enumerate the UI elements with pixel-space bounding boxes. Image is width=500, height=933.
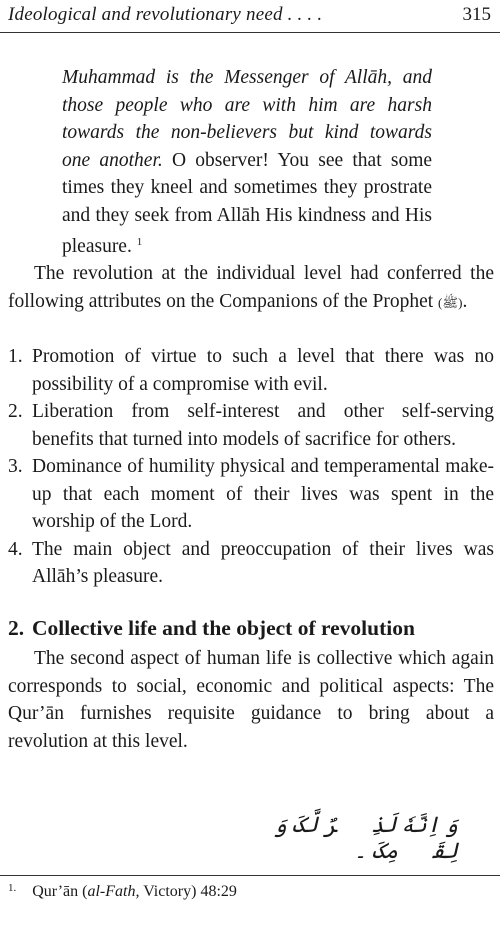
intro-ending: . bbox=[462, 290, 468, 312]
attributes-list bbox=[8, 343, 494, 591]
intro-text: The revolution at the individual level had conferred the following attributes on the Companions of the Prophet bbox=[8, 263, 494, 312]
list-item-text: The main object and preoccupation of their lives was Allāh’s pleasure. bbox=[32, 538, 494, 587]
section-heading bbox=[8, 613, 494, 643]
list-item bbox=[8, 343, 494, 398]
quranic-quote bbox=[62, 64, 432, 261]
running-title: Ideological and revolutionary need . . . . bbox=[8, 4, 323, 25]
list-item-text: Promotion of virtue to such a level that there was no possibility of a compromise with evil. bbox=[32, 346, 494, 395]
list-item-text: Liberation from self-interest and other self-serving benefits that turned into models of sacrifice for others. bbox=[32, 401, 494, 450]
quote-italic-text: Muhammad is the Messenger of Allāh, and those people who are with him are harsh towards the non-believers but kind towards one another. bbox=[62, 67, 432, 171]
arabic-verse: وَ اِنَّهٗ لَذِکۡرٌ لَّکَ وَ لِقَوۡمِکَ ۔ bbox=[273, 812, 458, 863]
list-item-number: 4. bbox=[8, 538, 23, 560]
list-item bbox=[8, 536, 494, 591]
section-title: Collective life and the object of revolution bbox=[32, 616, 415, 640]
page-number: 315 bbox=[462, 4, 491, 25]
section-number: 2. bbox=[8, 616, 25, 640]
footnote-rule bbox=[0, 875, 500, 876]
footnote-reference: 1 bbox=[136, 236, 143, 248]
header-rule bbox=[0, 32, 500, 33]
intro-paragraph bbox=[8, 260, 494, 316]
footnote-number: 1. bbox=[8, 882, 17, 894]
section-paragraph: The second aspect of human life is collective which again corresponds to social, economic and political aspects: The Qur’ān furnishes requisite guidance to bring about a revolution at this level. bbox=[8, 648, 494, 752]
list-item-number: 3. bbox=[8, 456, 23, 477]
list-item-text: Dominance of humility physical and temperamental make-up that each moment of their lives was spent in the worship of the Lord. bbox=[32, 456, 494, 532]
page-header bbox=[0, 0, 500, 34]
honorific-symbol: (ﷺ) bbox=[438, 294, 463, 310]
footnote bbox=[8, 882, 237, 901]
list-item bbox=[8, 453, 494, 536]
list-item-number: 1. bbox=[8, 346, 23, 367]
footnote-suffix: Victory) 48:29 bbox=[139, 883, 237, 900]
footnote-prefix: Qur’ān ( bbox=[32, 883, 88, 900]
list-item bbox=[8, 398, 494, 453]
list-item-number: 2. bbox=[8, 401, 23, 422]
quote-plain-text: O observer! You see that some times they kneel and sometimes they prostrate and they seek from Allāh His kindness and His pleasure. bbox=[62, 149, 433, 257]
footnote-surah: al-Fath, bbox=[87, 883, 140, 900]
